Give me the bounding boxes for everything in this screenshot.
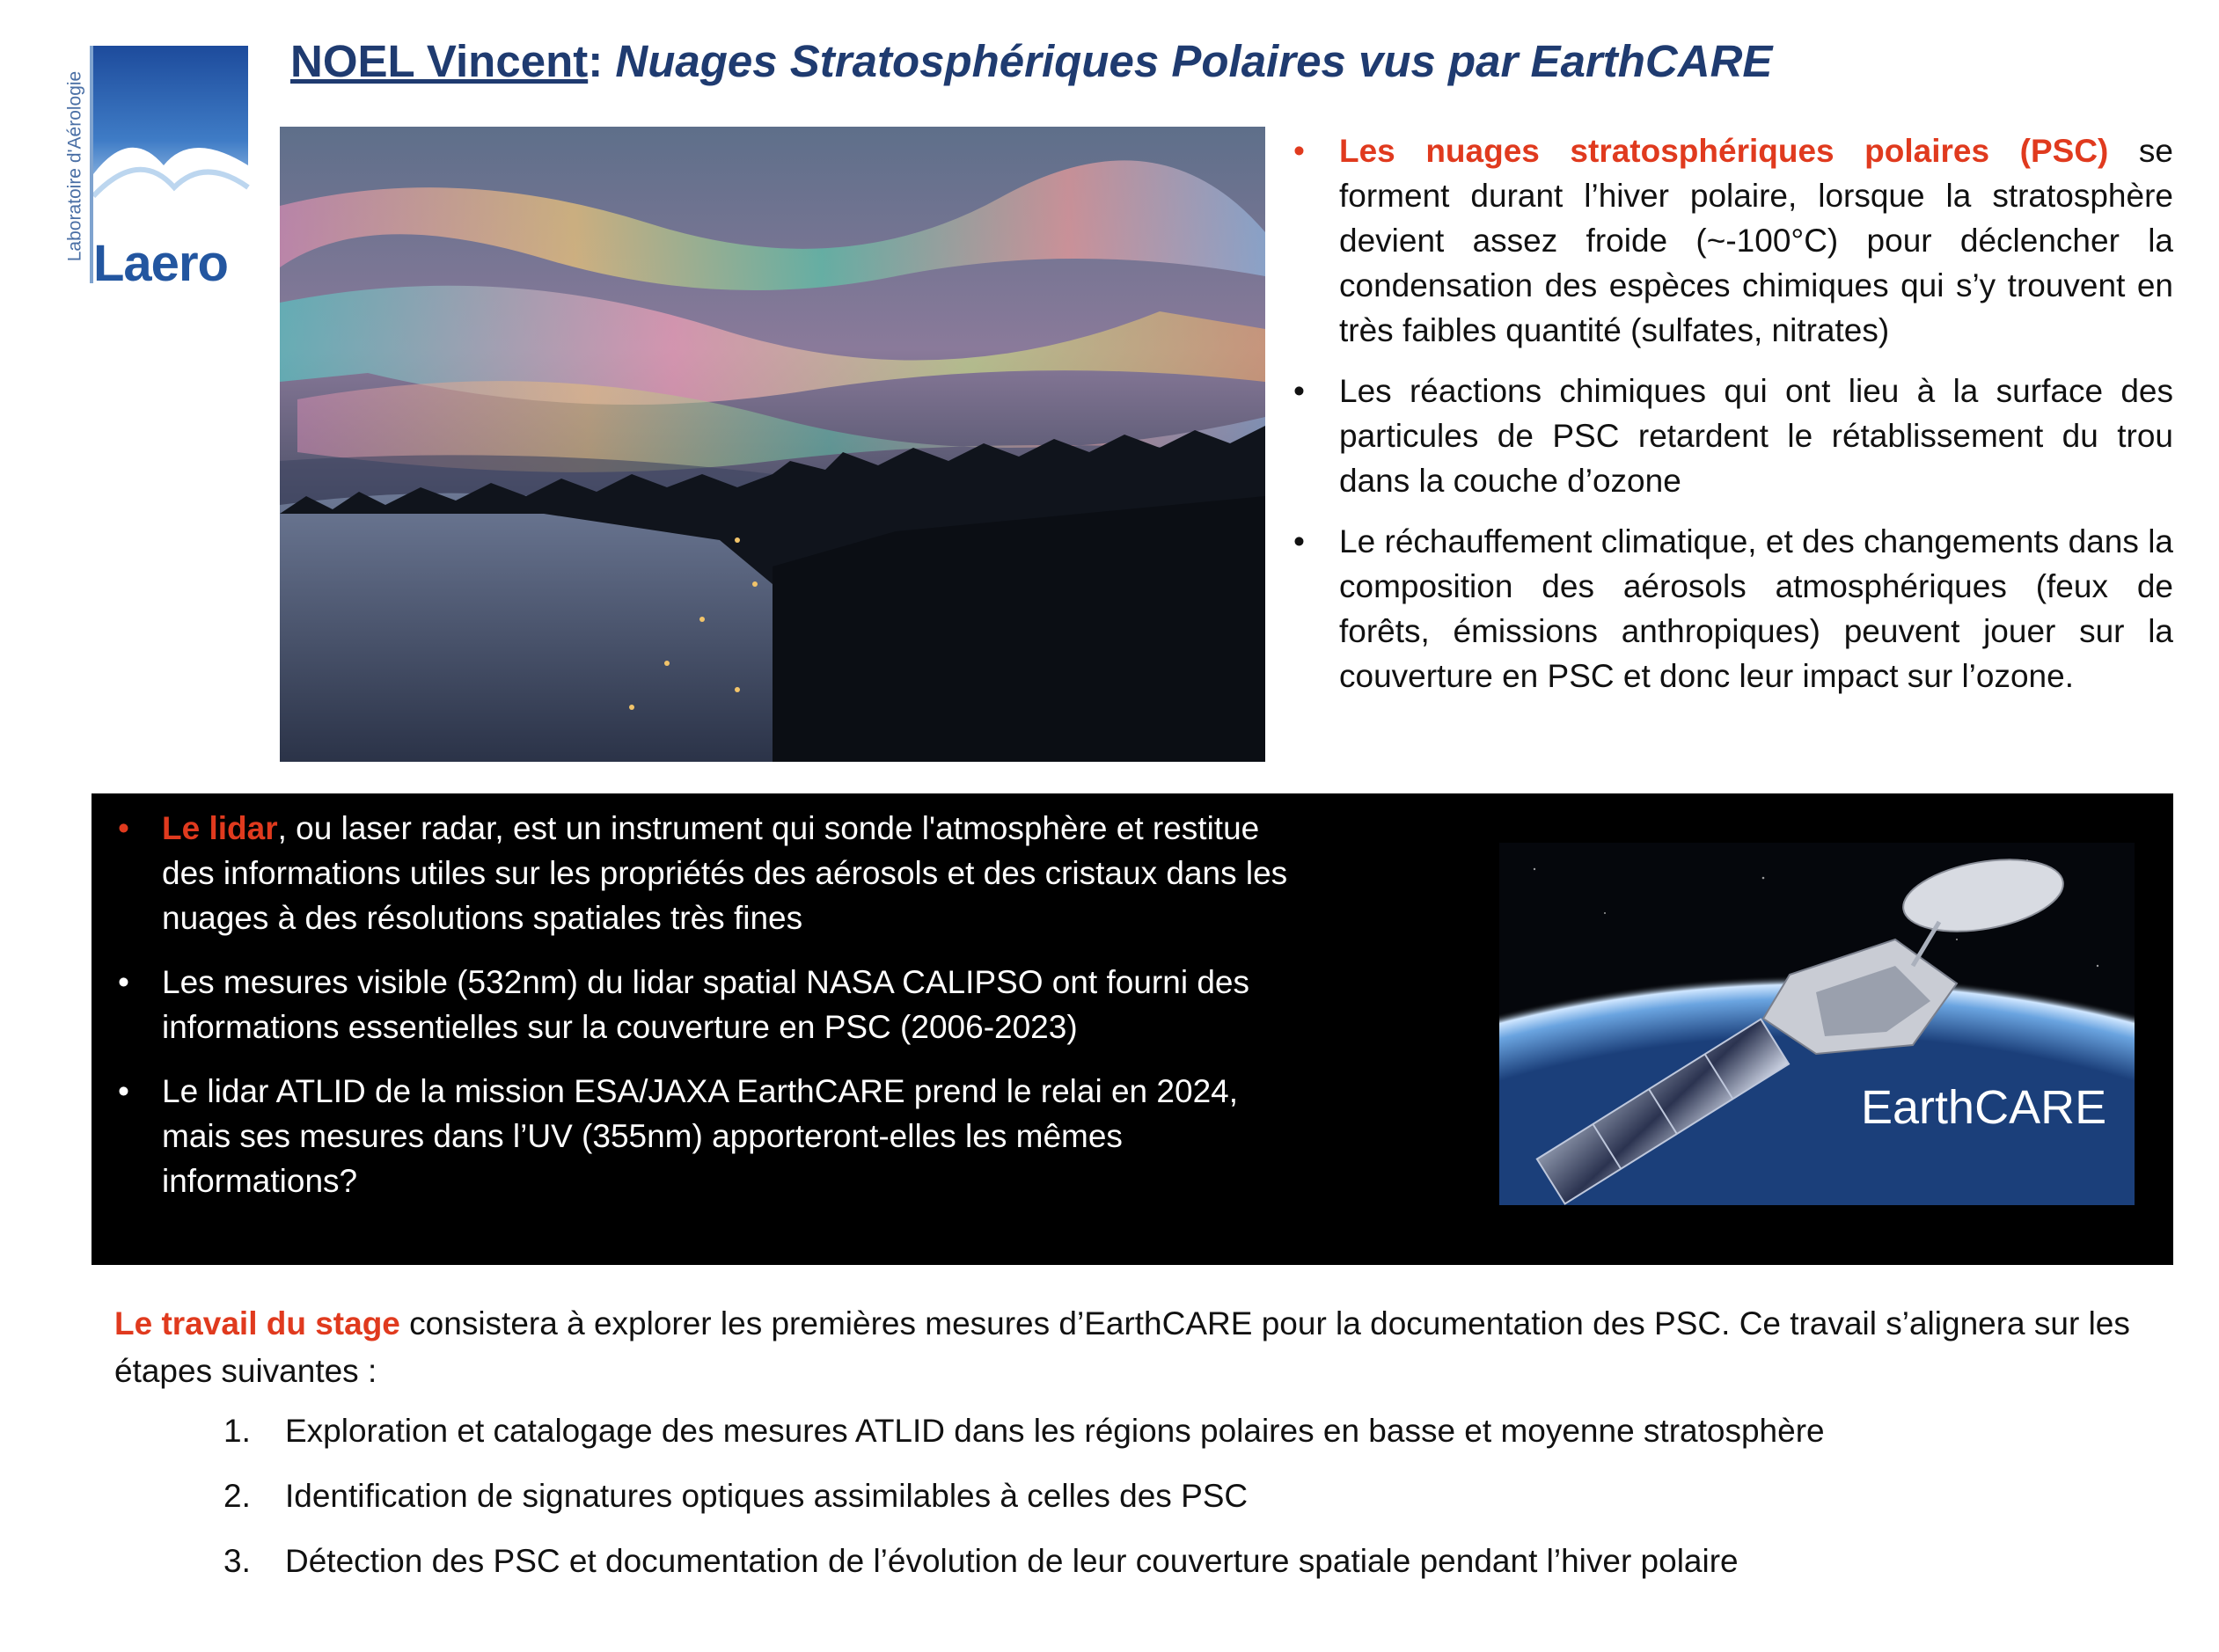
- page-title: [290, 35, 1772, 87]
- step-text: Exploration et catalogage des mesures ATLID dans les régions polaires en basse et moyenne stratosphère: [285, 1413, 1825, 1449]
- lidar-bullet-2: [118, 960, 1297, 1049]
- title-subtitle: Nuages Stratosphériques Polaires vus par EarthCARE: [615, 36, 1773, 86]
- psc-bullet-1: [1293, 128, 2173, 353]
- psc-bullet-2-text: Les réactions chimiques qui ont lieu à la surface des particules de PSC retardent le rétablissement du trou dans la couche d’ozone: [1339, 373, 2173, 499]
- step-item: [223, 1473, 1825, 1520]
- step-item: [223, 1538, 1825, 1585]
- internship-text: consistera à explorer les premières mesures d’EarthCARE pour la documentation des PSC. Ce travail s’alignera sur les étapes suivantes :: [114, 1305, 2130, 1389]
- step-number: 2.: [223, 1478, 251, 1514]
- lidar-bullet-1: [118, 806, 1297, 940]
- lidar-bullet-3: [118, 1069, 1297, 1203]
- lidar-section: [92, 793, 2173, 1265]
- step-number: 3.: [223, 1543, 251, 1579]
- psc-bullet-3: [1293, 519, 2173, 698]
- lidar-bullet-3-text: Le lidar ATLID de la mission ESA/JAXA EarthCARE prend le relai en 2024, mais ses mesures dans l’UV (355nm) apporteront-elles les mêmes informations?: [162, 1073, 1239, 1199]
- psc-description: [1293, 128, 2173, 714]
- internship-description: [114, 1300, 2173, 1395]
- author-name: NOEL Vincent: [290, 36, 589, 86]
- polar-stratospheric-clouds-photo: [280, 127, 1265, 762]
- logo-vertical-text: Laboratoire d'Aérologie: [64, 70, 84, 262]
- psc-bullet-1-text: se forment durant l’hiver polaire, lorsque la stratosphère devient assez froide (~-100°C) pour déclencher la condensation des espèces chimiques qui s’y trouvent en très faibles quantité (sulfates, nitrates): [1339, 133, 2174, 348]
- earthcare-satellite-image: [1499, 843, 2135, 1205]
- logo-wordmark: Laero: [93, 235, 228, 292]
- lidar-bullet-2-text: Les mesures visible (532nm) du lidar spatial NASA CALIPSO ont fourni des informations essentielles sur la couverture en PSC (2006-2023): [162, 964, 1249, 1045]
- lidar-bullet-1-text: , ou laser radar, est un instrument qui sonde l'atmosphère et restitue des informations utiles sur les propriétés des aérosols et des cristaux dans les nuages à des résolutions spatiales très fines: [162, 810, 1288, 936]
- psc-bullet-3-text: Le réchauffement climatique, et des changements dans la composition des aérosols atmosphériques (feux de forêts, émissions anthropiques) peuvent jouer sur la couverture en PSC et donc leur impact sur l’ozone.: [1339, 523, 2173, 694]
- step-number: 1.: [223, 1413, 251, 1449]
- step-item: [223, 1407, 1825, 1455]
- step-text: Détection des PSC et documentation de l’évolution de leur couverture spatiale pendant l’hiver polaire: [285, 1543, 1739, 1579]
- lidar-highlight: Le lidar: [162, 810, 278, 846]
- title-separator: :: [588, 36, 604, 86]
- psc-highlight: Les nuages stratosphériques polaires (PSC): [1339, 133, 2109, 169]
- internship-highlight: Le travail du stage: [114, 1305, 400, 1341]
- earthcare-label: EarthCARE: [1861, 1081, 2107, 1134]
- laero-logo: [60, 42, 252, 297]
- step-text: Identification de signatures optiques assimilables à celles des PSC: [285, 1478, 1249, 1514]
- psc-bullet-2: [1293, 369, 2173, 503]
- lidar-bullets: [118, 806, 1297, 1223]
- internship-steps: [223, 1407, 1825, 1603]
